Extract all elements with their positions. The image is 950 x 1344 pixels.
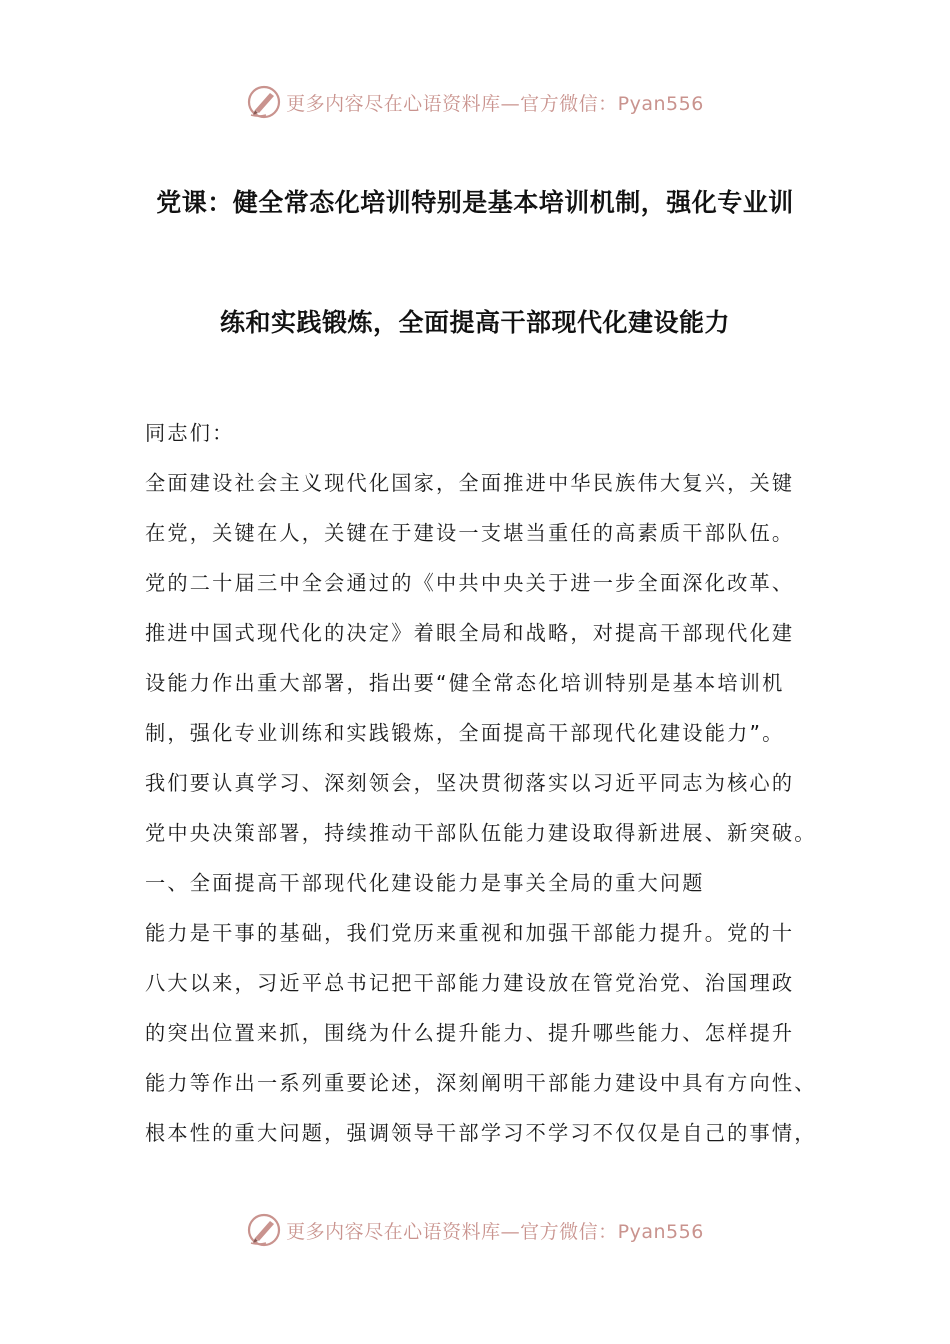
watermark-wechat-id: Pyan556 [617, 92, 704, 115]
pen-circle-logo-icon [246, 1212, 282, 1248]
salutation: 同志们： [145, 421, 235, 445]
watermark-text [286, 89, 704, 116]
watermark-text-cn: 更多内容尽在心语资料库—官方微信： [286, 1220, 618, 1243]
body-line: 推进中国式现代化的决定》着眼全局和战略，对提高干部现代化建 [145, 621, 795, 645]
body-line: 我们要认真学习、深刻领会，坚决贯彻落实以习近平同志为核心的 [145, 771, 795, 795]
body-line: 设能力作出重大部署，指出要“健全常态化培训特别是基本培训机 [145, 671, 785, 695]
body-line: 的突出位置来抓，围绕为什么提升能力、提升哪些能力、怎样提升 [145, 1021, 795, 1045]
watermark-text-cn: 更多内容尽在心语资料库—官方微信： [286, 92, 618, 115]
document-body [145, 413, 835, 1163]
body-line: 在党，关键在人，关键在于建设一支堪当重任的高素质干部队伍。 [145, 521, 795, 545]
body-line: 根本性的重大问题，强调领导干部学习不学习不仅仅是自己的事情， [145, 1121, 817, 1145]
body-line: 制，强化专业训练和实践锻炼，全面提高干部现代化建设能力”。 [145, 721, 785, 745]
watermark-banner-bottom [0, 1210, 950, 1250]
pen-circle-logo-icon [246, 84, 282, 120]
body-line: 能力等作出一系列重要论述，深刻阐明干部能力建设中具有方向性、 [145, 1071, 817, 1095]
body-line: 八大以来，习近平总书记把干部能力建设放在管党治党、治国理政 [145, 971, 795, 995]
watermark-text [286, 1217, 704, 1244]
document-title-line-2: 练和实践锻炼，全面提高干部现代化建设能力 [219, 308, 730, 337]
watermark-banner-top [0, 82, 950, 122]
body-line: 党的二十届三中全会通过的《中共中央关于进一步全面深化改革、 [145, 571, 795, 595]
body-line: 能力是干事的基础，我们党历来重视和加强干部能力提升。党的十 [145, 921, 795, 945]
watermark-wechat-id: Pyan556 [617, 1220, 704, 1243]
body-line: 全面建设社会主义现代化国家，全面推进中华民族伟大复兴，关键 [145, 471, 795, 495]
body-line: 党中央决策部署，持续推动干部队伍能力建设取得新进展、新突破。 [145, 821, 817, 845]
document-title-line-1: 党课：健全常态化培训特别是基本培训机制，强化专业训 [156, 188, 794, 217]
section-heading: 一、全面提高干部现代化建设能力是事关全局的重大问题 [145, 871, 705, 895]
